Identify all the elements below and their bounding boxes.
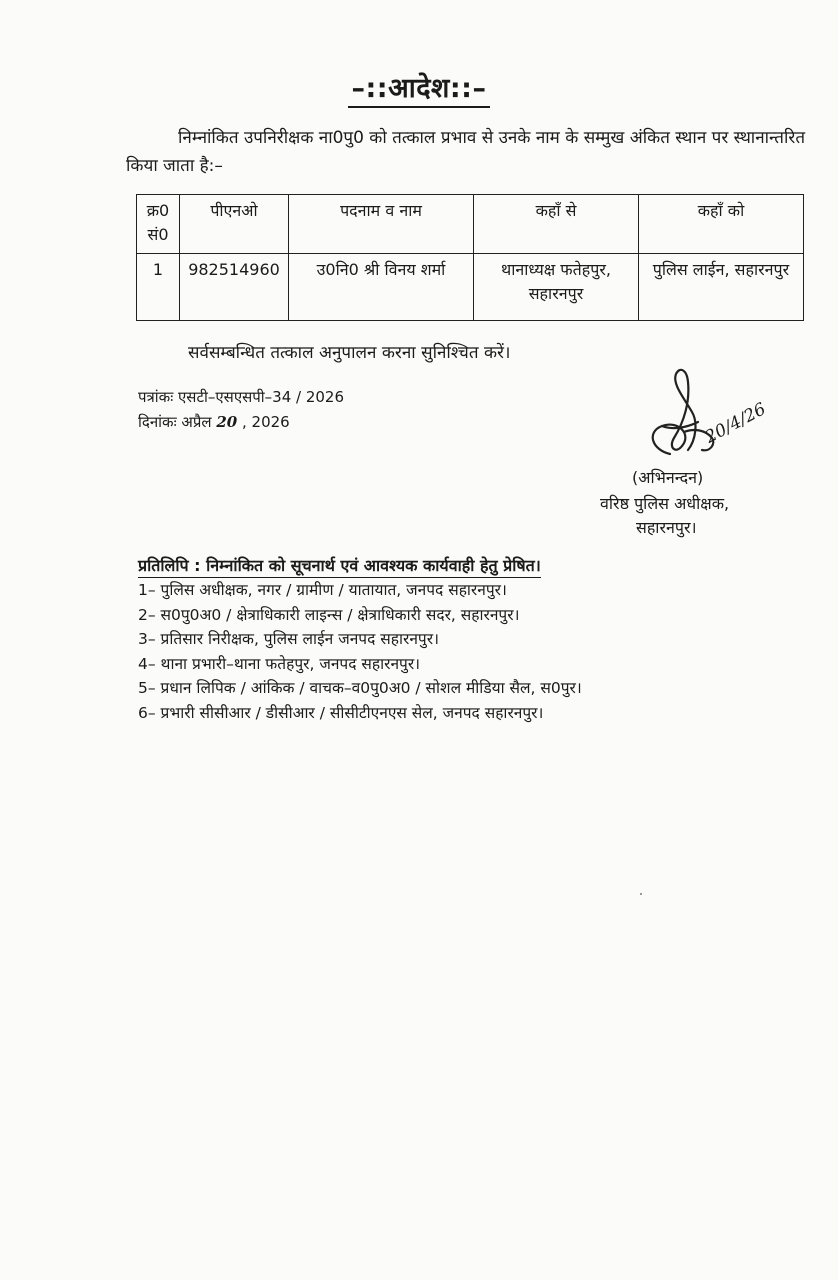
copy-heading: प्रतिलिपि : निम्नांकित को सूचनार्थ एवं आवश्यक कार्यवाही हेतु प्रेषित। bbox=[138, 554, 541, 578]
officer-place: सहारनपुर। bbox=[636, 518, 697, 537]
officer-designation: वरिष्ठ पुलिस अधीक्षक, bbox=[600, 494, 730, 513]
scan-speck bbox=[640, 893, 642, 895]
list-item: 6– प्रभारी सीसीआर / डीसीआर / सीसीटीएनएस सेल, जनपद सहारनपुर। bbox=[138, 703, 544, 722]
letter-date bbox=[138, 412, 290, 432]
header-pno: पीएनओ bbox=[180, 195, 289, 254]
cell-from: थानाध्यक्ष फतेहपुर, सहारनपुर bbox=[474, 254, 639, 321]
list-item: 5– प्रधान लिपिक / आंकिक / वाचक–व0पु0अ0 / सोशल मीडिया सैल, स0पुर। bbox=[138, 679, 582, 697]
transfer-table bbox=[136, 194, 804, 321]
list-item: 3– प्रतिसार निरीक्षक, पुलिस लाईन जनपद सहारनपुर। bbox=[138, 630, 439, 648]
header-name: पदनाम व नाम bbox=[289, 195, 474, 254]
cell-pno: 982514960 bbox=[180, 254, 289, 321]
order-title: –::आदेश::– bbox=[0, 68, 838, 105]
letter-number: पत्रांकः एसटी–एसएसपी–34 / 2026 bbox=[138, 388, 345, 406]
signature-date: 20/4/26 bbox=[702, 399, 770, 448]
officer-name: (अभिनन्दन) bbox=[632, 468, 704, 487]
copy-list bbox=[138, 578, 582, 725]
cell-to: पुलिस लाईन, सहारनपुर bbox=[639, 254, 804, 321]
table-row bbox=[137, 254, 804, 321]
cell-name: उ0नि0 श्री विनय शर्मा bbox=[289, 254, 474, 321]
list-item: 4– थाना प्रभारी–थाना फतेहपुर, जनपद सहारनपुर। bbox=[138, 654, 421, 673]
list-item: 2– स0पु0अ0 / क्षेत्राधिकारी लाइन्स / क्षेत्राधिकारी सदर, सहारनपुर। bbox=[138, 605, 520, 624]
date-label: दिनांकः अप्रैल bbox=[138, 413, 212, 431]
header-from: कहाँ से bbox=[474, 195, 639, 254]
table-header-row bbox=[137, 195, 804, 254]
date-day: 20 bbox=[216, 413, 238, 431]
order-intro: निम्नांकित उपनिरीक्षक ना0पु0 को तत्काल प्रभाव से उनके नाम के सम्मुख अंकित स्थान पर स्थानान्तरित किया जाता है:– bbox=[126, 128, 806, 176]
date-year: , 2026 bbox=[241, 413, 290, 431]
header-to: कहाँ को bbox=[639, 195, 804, 254]
header-serial: क्र0 सं0 bbox=[137, 195, 180, 254]
list-item: 1– पुलिस अधीक्षक, नगर / ग्रामीण / यातायात, जनपद सहारनपुर। bbox=[138, 581, 507, 599]
compliance-line: सर्वसम्बन्धित तत्काल अनुपालन करना सुनिश्चित करें। bbox=[188, 343, 511, 363]
cell-serial: 1 bbox=[137, 254, 180, 321]
